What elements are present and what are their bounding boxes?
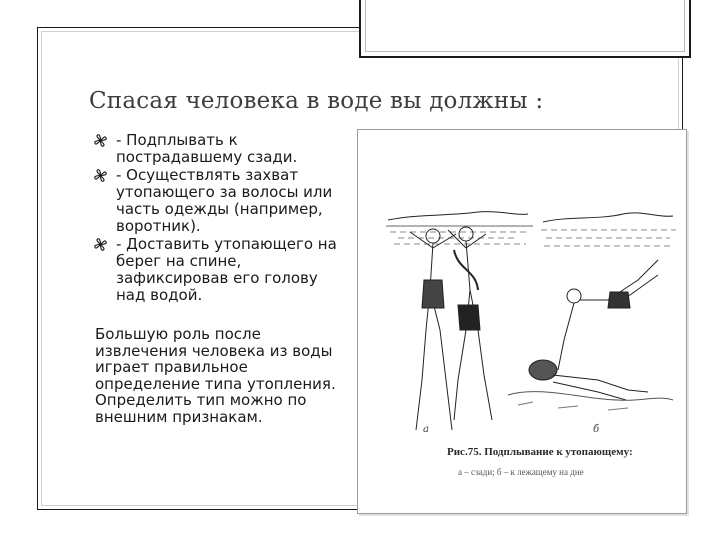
figure-caption: Рис.75. Подплывание к утопающему: [447,446,633,458]
left-scene [386,212,533,430]
right-scene [508,213,676,410]
figure-caption-sub: а – сзади; б – к лежащему на дне [458,467,584,477]
four-leaf-clover-icon [94,134,107,147]
figure-label-a: а [423,424,429,435]
four-leaf-clover-icon [94,169,107,182]
four-leaf-clover-icon [94,238,107,251]
bullet-text: - Доставить утопающего на берег на спине, зафиксировав его голову над водой. [116,235,337,304]
bullet-item [92,236,342,304]
top-tab-inner-decoration [365,0,685,52]
body-paragraph: Большую роль после извлечения человека из воды играет правильное определение типа утопления. Определить тип можно по внешним признакам. [95,325,336,426]
slide-title: Спасая человека в воде вы должны : [89,88,544,114]
figure-label-b: б [593,424,600,435]
bullet-item [92,167,342,235]
bullet-text: - Осуществлять захват утопающего за волосы или часть одежды (например, воротник). [116,166,333,235]
bullet-list [92,132,342,305]
bullet-item [92,132,342,166]
bullet-text: - Подплывать к пострадавшему сзади. [116,131,298,166]
